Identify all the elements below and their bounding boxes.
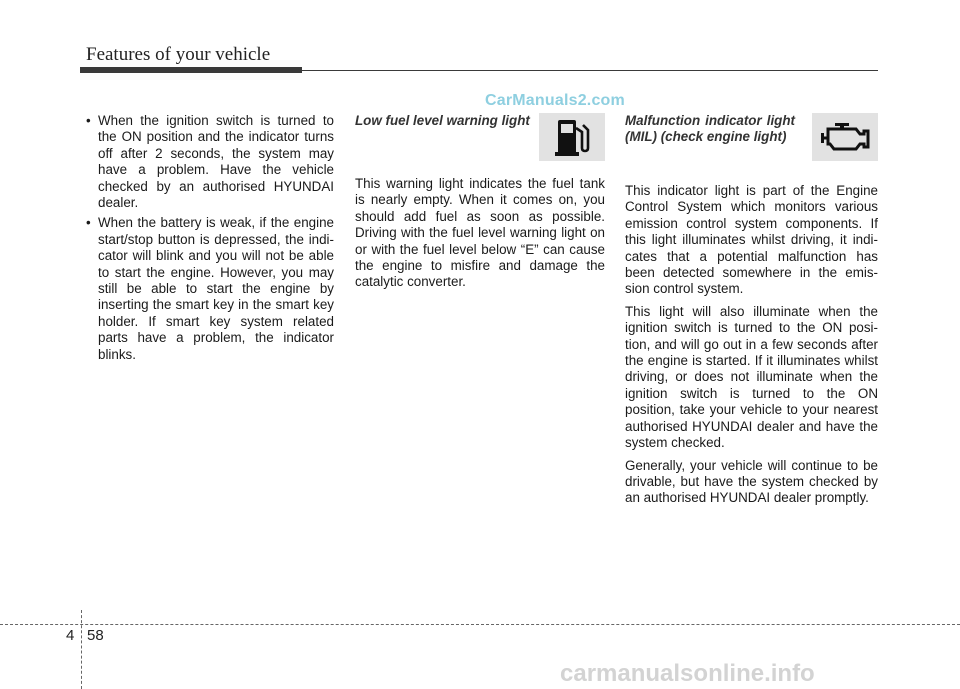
watermark-bottom: carmanualsonline.info xyxy=(560,660,815,687)
fuel-pump-icon xyxy=(539,113,605,161)
header-bar-thin xyxy=(302,70,878,71)
bullet-dot: • xyxy=(86,215,91,231)
column-low-fuel xyxy=(355,113,605,297)
check-engine-icon xyxy=(812,113,878,161)
footer-vertical-rule xyxy=(81,610,82,689)
bullet-text: When the ignition switch is turned to the ON position and the indicator turns off after 2 seconds, the system may have a problem. Have the vehicle checked by an authorised HYUNDAI dealer. xyxy=(98,113,334,211)
section-heading-row xyxy=(355,113,605,176)
bullet-list xyxy=(84,113,334,363)
body-paragraph: This indicator light is part of the Engine Control System which monitors various emission control system components. If this light illuminates whilst driving, it indi-cates that a potential malfunction has been detected somewhere in the emis-sion control system. xyxy=(625,183,878,297)
body-paragraph: Generally, your vehicle will continue to be drivable, but have the system checked by an authorised HYUNDAI dealer promptly. xyxy=(625,457,878,506)
column-battery-notes xyxy=(84,113,334,367)
page-header-title: Features of your vehicle xyxy=(86,44,271,65)
column-mil xyxy=(625,113,878,513)
header-bar-thick xyxy=(80,67,302,73)
bullet-text: When the battery is weak, if the engine start/stop button is depressed, the indi-cator will blink and you will not be able to start the engine. However, you may still be able to start the engine by inserting the smart key in the smart key holder. If smart key system related parts have a problem, the indicator blinks. xyxy=(98,215,334,362)
footer-rule xyxy=(0,624,960,625)
section-heading-mil: Malfunction indicator light (MIL) (check engine light) xyxy=(625,113,795,145)
page-number: 58 xyxy=(87,627,104,644)
body-paragraph: This warning light indicates the fuel tank is nearly empty. When it comes on, you should add fuel as soon as possible. Driving with the fuel level warning light on or with the fuel level below “E” can cause the engine to misfire and damage the catalytic converter. xyxy=(355,176,605,290)
section-heading-row xyxy=(625,113,878,183)
section-heading-low-fuel: Low fuel level warning light xyxy=(355,113,530,128)
bullet-item xyxy=(84,113,334,211)
chapter-number: 4 xyxy=(66,627,75,644)
body-paragraph: This light will also illuminate when the ignition switch is turned to the ON posi-tion, and will go out in a few seconds after the engine is started. If it illuminates whilst driving, or does not illuminate when the ignition switch is turned to the ON position, take your vehicle to your nearest authorised HYUNDAI dealer and have the system checked. xyxy=(625,303,878,451)
bullet-dot: • xyxy=(86,113,91,128)
watermark-top: CarManuals2.com xyxy=(485,92,625,109)
bullet-item xyxy=(84,215,334,363)
